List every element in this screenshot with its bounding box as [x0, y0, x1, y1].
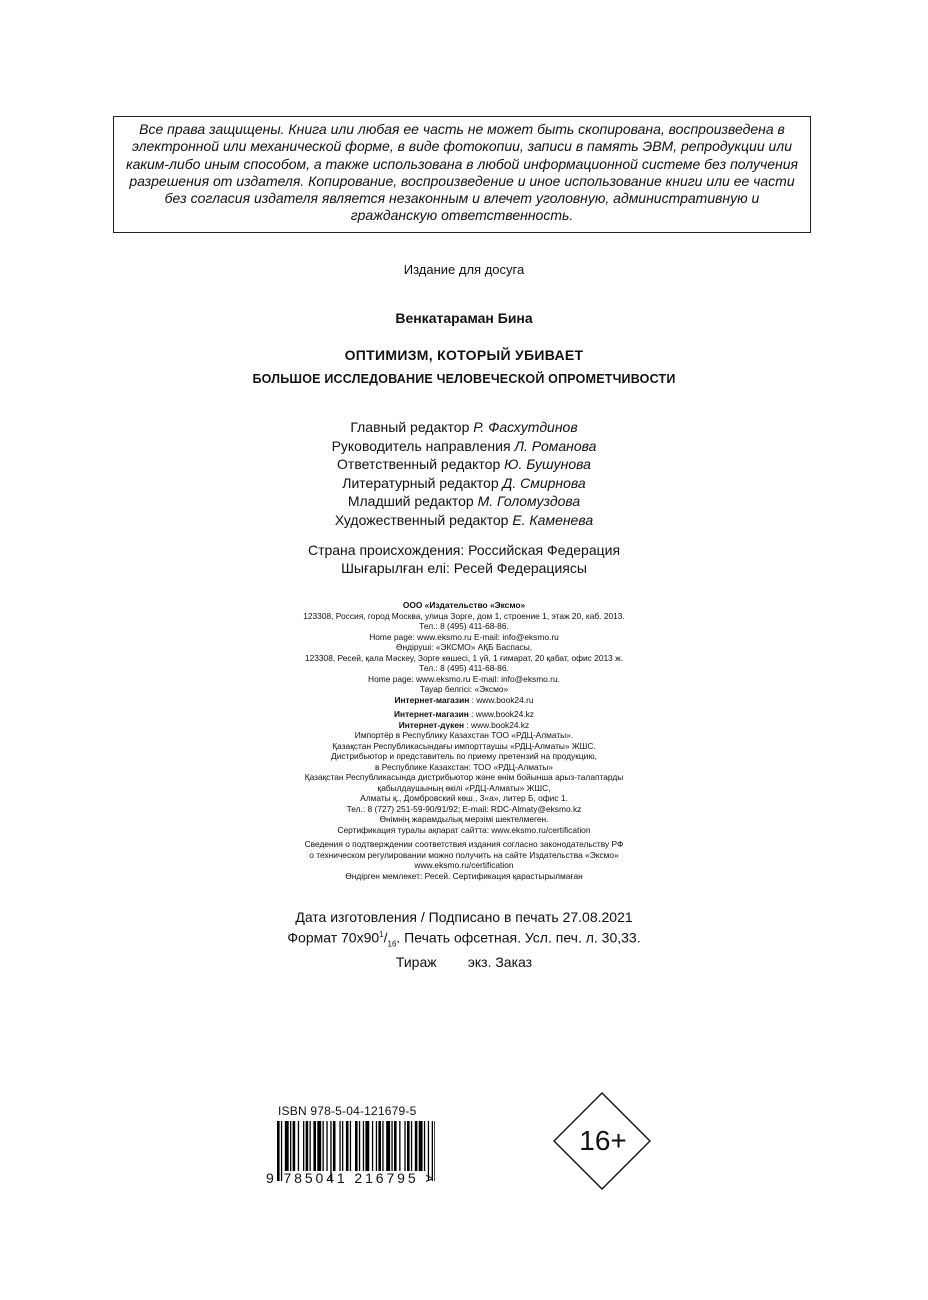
importer-line: Алматы қ., Домбровский көш., 3«а», литер Б, офис 1.: [360, 793, 568, 803]
rights-notice-text: Все права защищены. Книга или любая ее часть не может быть скопирована, воспроизведена в электронной или механической форме, в виде фотокопии, записи в память ЭВМ, репродукции или каким-либо иным способом, а также использована в любой информационной системе без получения разрешения от издателя. Копирование, воспроизведение и иное использование книги или ее части без согласия издателя является незаконным и влечет уголовную, административную и гражданскую ответственность.: [125, 121, 798, 224]
barcode-bar: [339, 1121, 340, 1171]
barcode-bar: [382, 1121, 383, 1171]
barcode-bar: [285, 1121, 289, 1171]
edition-type: Издание для досуга: [403, 262, 525, 277]
barcode-bar: [355, 1121, 358, 1171]
barcode-bar: [419, 1121, 423, 1171]
publisher-kz-phone: Тел.: 8 (495) 411-68-86.: [419, 663, 509, 673]
importer-line: Өнімнің жарамдылық мерзімі шектелмеген.: [379, 814, 549, 824]
publisher-address: 123308, Россия, город Москва, улица Зорге, дом 1, строение 1, этаж 20, каб. 2013.: [303, 610, 625, 621]
age-rating-badge: [553, 1092, 651, 1190]
country-ru: Страна происхождения: Российская Федерация: [307, 542, 621, 558]
book-title: ОПТИМИЗМ, КОТОРЫЙ УБИВАЕТ: [344, 347, 584, 363]
barcode-bar: [378, 1121, 381, 1171]
barcode-bar: [391, 1121, 392, 1171]
age-rating-text: 16+: [579, 1125, 627, 1156]
barcode-bar: [372, 1121, 373, 1171]
barcode-digits: 9 785041 216795 >: [266, 1170, 437, 1186]
barcode-bar: [306, 1121, 309, 1171]
barcode-bar: [326, 1121, 327, 1171]
author-name: Венкатараман Бина: [395, 310, 533, 326]
barcode-bar: [342, 1121, 343, 1171]
barcode-bar: [303, 1121, 304, 1171]
publisher-web: Home page: www.eksmo.ru E-mail: info@eksmo.ru: [369, 631, 559, 642]
shop-kz: Интернет-магазин : www.book24.kz: [394, 709, 534, 719]
barcode-bar: [386, 1121, 390, 1171]
barcode-bar: [317, 1121, 321, 1171]
barcode-bar: [313, 1121, 316, 1171]
barcode-bar: [399, 1121, 400, 1171]
country-kz: Шығарылған елі: Ресей Федерациясы: [341, 560, 587, 576]
publisher-kz-web: Home page: www.eksmo.ru E-mail: info@eksmo.ru.: [368, 673, 560, 684]
rights-notice-box: [113, 116, 811, 233]
editor-line: Руководитель направления Л. Романова: [331, 437, 597, 454]
barcode-bar: [363, 1121, 364, 1171]
barcode-bar: [376, 1121, 377, 1171]
cert-line: Өндірген мемлекет: Ресей. Сертификация қарастырылмаған: [345, 870, 583, 881]
editor-line: Ответственный редактор Ю. Бушунова: [337, 456, 591, 472]
importer-line: Дистрибьютор и представитель по приему претензий на продукцию,: [331, 751, 597, 761]
barcode-bar: [424, 1121, 425, 1171]
barcode-bar: [359, 1121, 360, 1171]
importer-line: Қазақстан Республикасында дистрибьютор және өнім бойынша арыз-талаптарды: [304, 772, 624, 782]
barcode-bar: [411, 1121, 412, 1171]
importer-line: в Республике Казахстан: ТОО «РДЦ-Алматы»: [375, 761, 553, 772]
editor-line: Младший редактор М. Голомуздова: [347, 493, 581, 509]
editors-list: [0, 418, 928, 529]
editor-line: Художественный редактор Е. Каменева: [334, 511, 594, 528]
importer-line: қабылдаушының өкілі «РДЦ-Алматы» ЖШС,: [377, 782, 551, 793]
print-info: [0, 908, 928, 971]
cert-line: Сведения о подтверждении соответствия издания согласно законодательству РФ: [304, 839, 624, 849]
publisher-trademark: Тауар белгісі: «Эксмо»: [419, 684, 509, 694]
print-date: Дата изготовления / Подписано в печать 27.08.2021: [295, 909, 633, 925]
book-subtitle: БОЛЬШОЕ ИССЛЕДОВАНИЕ ЧЕЛОВЕЧЕСКОЙ ОПРОМЕТЧИВОСТИ: [252, 372, 676, 386]
importer-line: Импортёр в Республику Казахстан ТОО «РДЦ-Алматы».: [354, 730, 574, 740]
barcode-bar: [346, 1121, 349, 1171]
importer-line: Тел.: 8 (727) 251-59-90/91/92; E-mail: RDC-Almaty@eksmo.kz: [346, 803, 582, 814]
barcode-bar: [290, 1121, 291, 1171]
cert-line: www.eksmo.ru/certification: [414, 860, 514, 870]
barcode-bar: [404, 1121, 405, 1171]
barcode-bar: [365, 1121, 369, 1171]
barcode-bar: [323, 1121, 324, 1171]
circulation: Тираж экз. Заказ: [395, 954, 533, 971]
publisher-name: ООО «Издательство «Эксмо»: [402, 600, 526, 610]
barcode-bar: [394, 1121, 397, 1171]
print-format: Формат $70x90^1/_{16}$. Печать офсетная. Усл. печ. л. 30,33.: [287, 929, 641, 949]
editor-line: Главный редактор Р. Фасхутдинов: [350, 419, 578, 435]
barcode-bar: [415, 1121, 418, 1171]
importer-line: Сертификация туралы ақпарат сайтта: www.eksmo.ru/certification: [337, 824, 591, 835]
shop-kz-dukan: Интернет-дүкен : www.book24.kz: [398, 719, 530, 730]
barcode-bar: [407, 1121, 410, 1171]
barcode-bar: [333, 1121, 336, 1171]
publisher-info: [0, 600, 928, 881]
isbn-number: ISBN 978-5-04-121679-5: [278, 1104, 417, 1118]
publisher-phone: Тел.: 8 (495) 411-68-86.: [419, 621, 509, 631]
publisher-kz-maker: Өндіруші: «ЭКСМО» АҚБ Баспасы,: [395, 642, 533, 652]
country-of-origin: [0, 541, 928, 577]
barcode-bar: [298, 1121, 299, 1171]
cert-line: о техническом регулировании можно получить на сайте Издательства «Эксмо»: [309, 849, 619, 860]
barcode-bar: [293, 1121, 296, 1171]
shop-ru: Интернет-магазин : www.book24.ru: [394, 694, 534, 705]
barcode-bar: [350, 1121, 351, 1171]
editor-line: Литературный редактор Д. Смирнова: [342, 474, 586, 491]
importer-line: Қазақстан Республикасындағы импорттаушы «РДЦ-Алматы» ЖШС.: [332, 740, 596, 751]
barcode-bar: [310, 1121, 311, 1171]
publisher-kz-address: 123308, Ресей, қала Мәскеу, Зорге көшесі, 1 үй, 1 ғимарат, 20 қабат, офис 2013 ж.: [304, 652, 624, 663]
